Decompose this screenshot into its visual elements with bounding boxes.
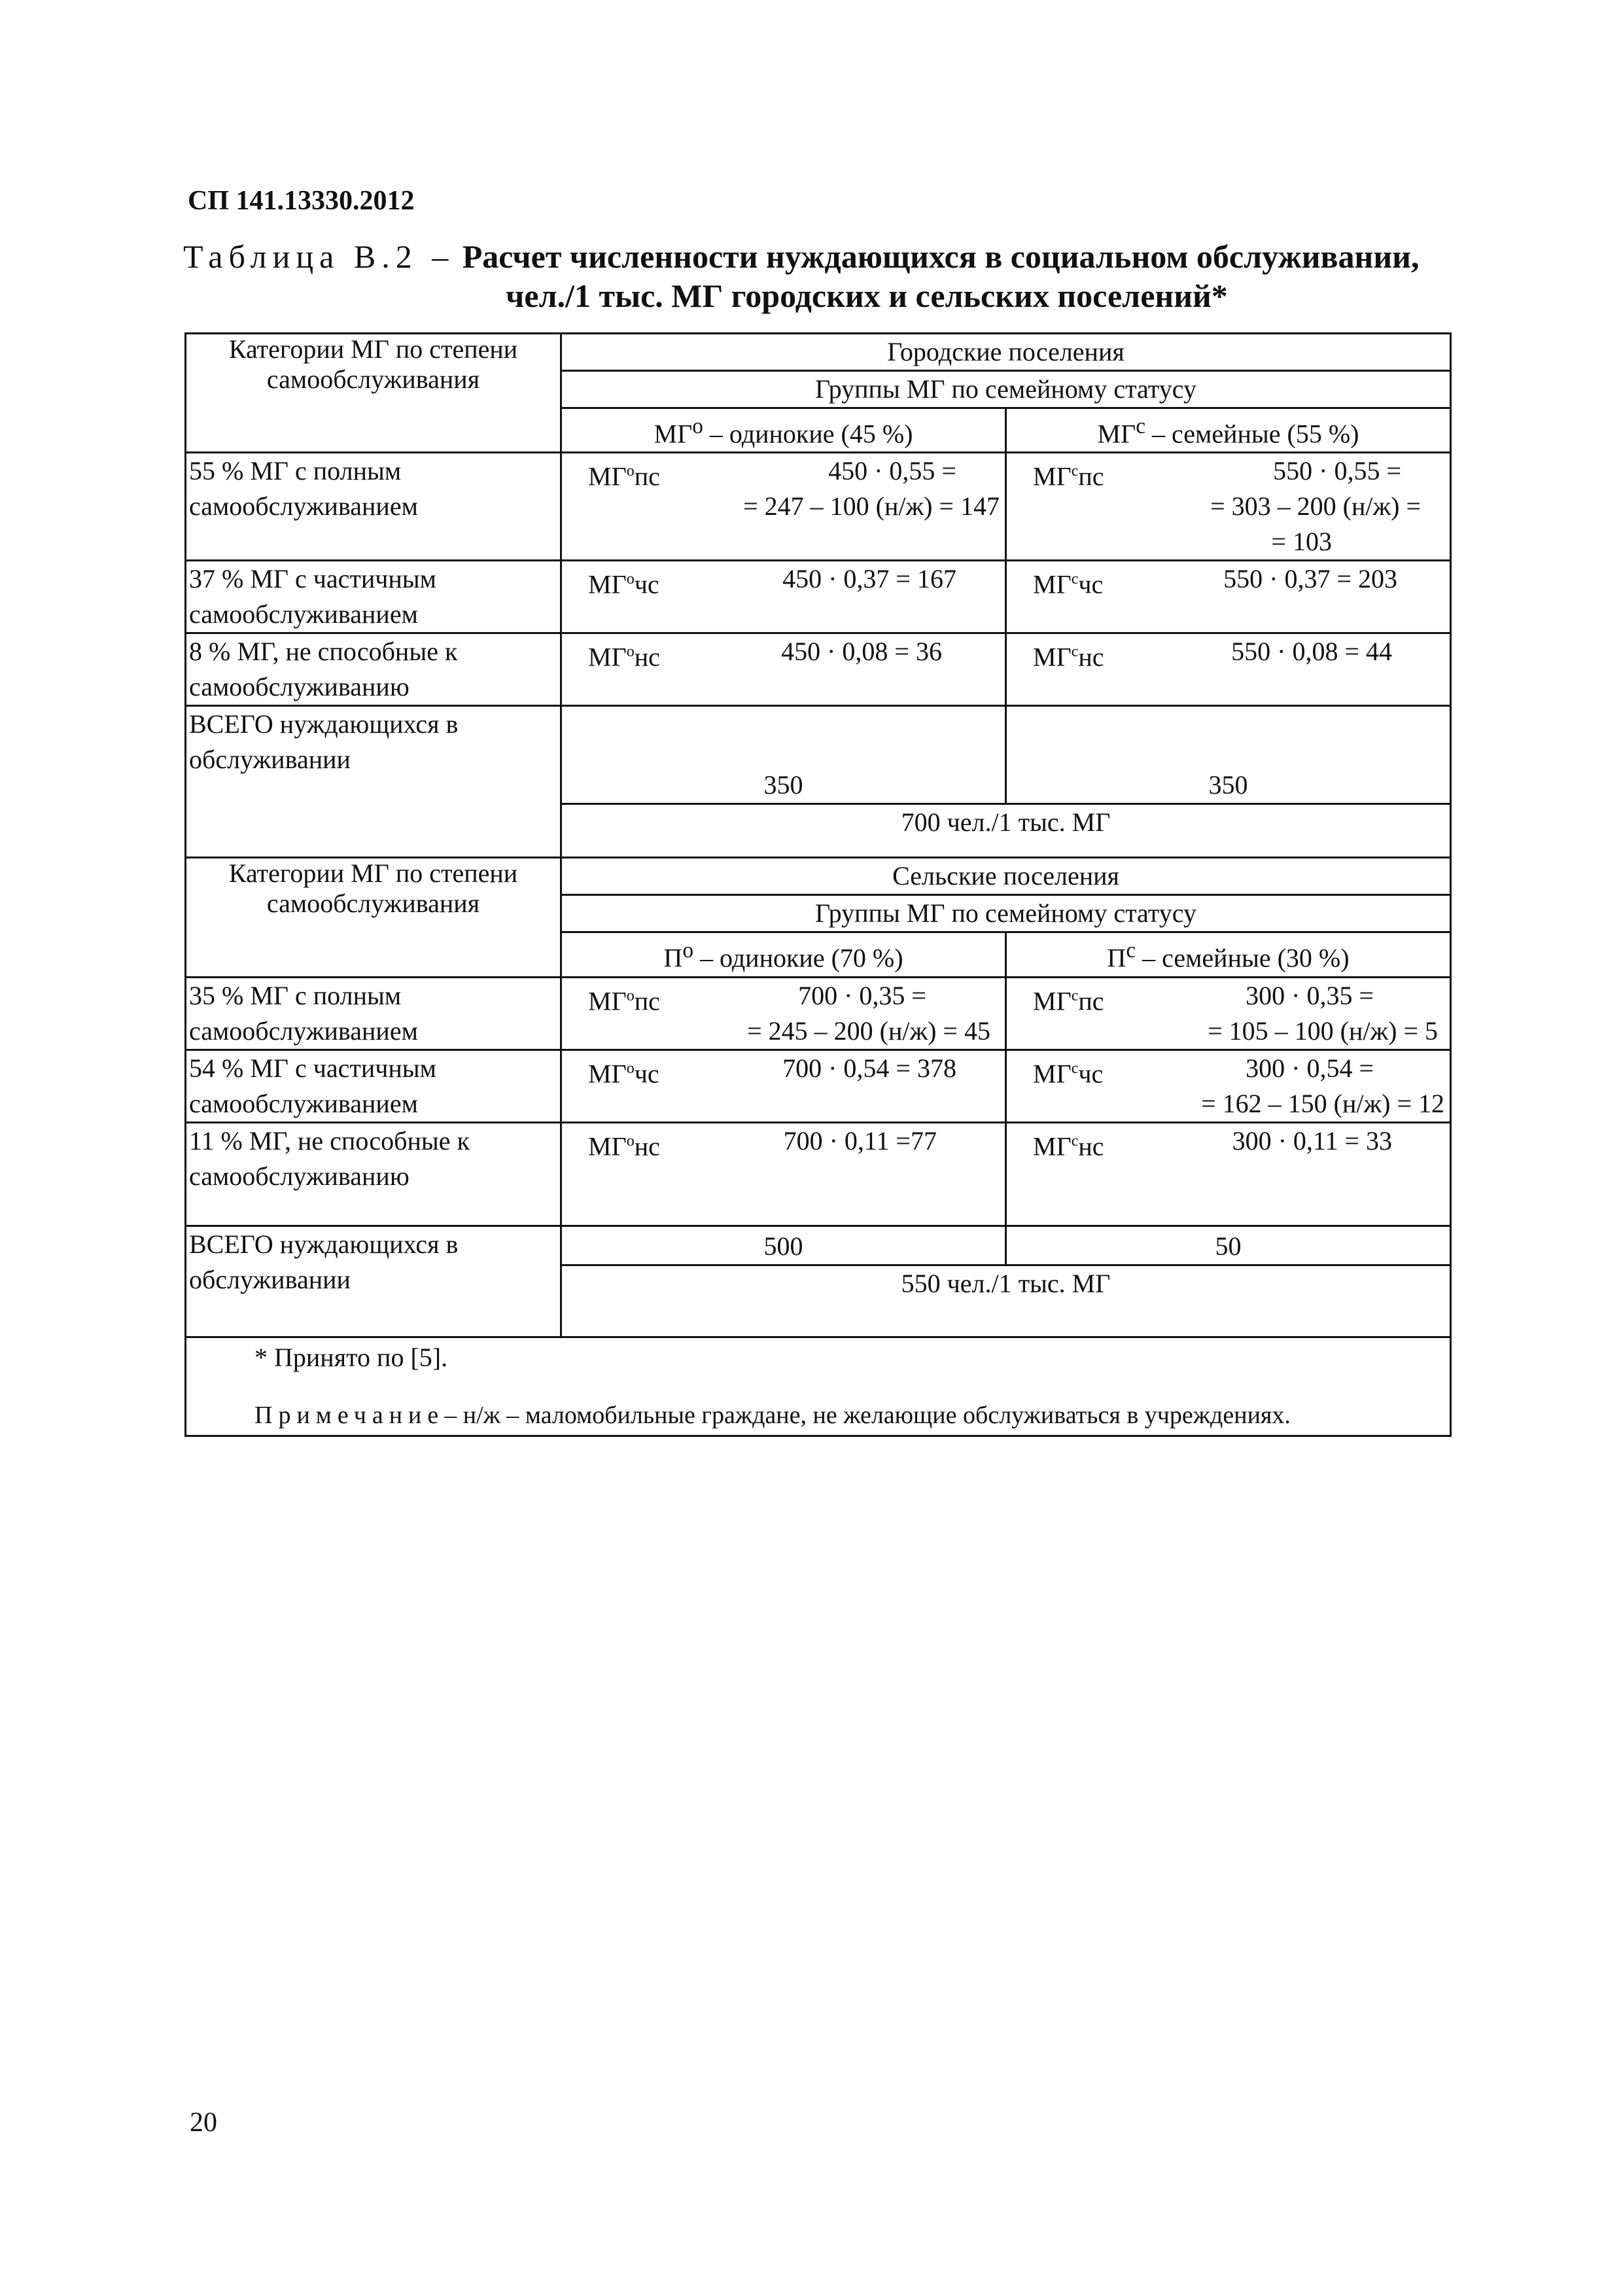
group-symbol: $МГ^онс$ [588,1131,660,1161]
group-symbol: $МГ^опс$ [588,461,660,491]
row-label: 55 % МГ с полным самообслуживанием [186,453,561,561]
page-number: 20 [190,2108,217,2138]
rural-header-row [186,858,1451,895]
row-label: 54 % МГ с частичным самообслуживанием [186,1050,561,1122]
rural-category-header: Категории МГ по степени самообслуживания [186,858,561,977]
row-label: 8 % МГ, не способные к самообслуживанию [186,633,561,706]
table-row [186,1122,1451,1226]
group-symbol: $МГ^снс$ [1033,642,1104,672]
urban-col1-header: $МГ^о$ – одинокие (45 %) [561,408,1006,453]
rural-col2-header: $П^с$ – семейные (30 %) [1006,932,1451,977]
group-symbol: $МГ^спс$ [1033,985,1104,1016]
urban-col2-header: $МГ^с$ – семейные (55 %) [1006,408,1451,453]
note-text: – н/ж – маломобильные граждане, не желающие обслуживаться в учреждениях. [444,1401,1291,1429]
formula-cell: $МГ^счс$ 300 · 0,54 = = 162 – 150 (н/ж) = 12 [1006,1050,1451,1122]
formula-cell: $МГ^очс$ 700 · 0,54 = 378 [561,1050,1006,1122]
rural-settlement-header: Сельские поселения [561,858,1451,895]
group-symbol: $МГ^очс$ [588,1058,659,1088]
footnote [189,1396,1447,1435]
group-symbol: $МГ^спс$ [1033,461,1104,491]
formula-cell: $МГ^онс$ 700 · 0,11 =77 [561,1122,1006,1226]
formula-cell: $МГ^снс$ 300 · 0,11 = 33 [1006,1122,1451,1226]
group-symbol: $МГ^онс$ [588,642,660,672]
table-row [186,977,1451,1050]
group-symbol: $МГ^снс$ [1033,1131,1104,1161]
row-label: 11 % МГ, не способные к самообслуживанию [186,1122,561,1226]
urban-category-header: Категории МГ по степени самообслуживания [186,334,561,453]
row-label: 37 % МГ с частичным самообслуживанием [186,561,561,633]
formula-cell: $МГ^опс$ 700 · 0,35 = = 245 – 200 (н/ж) = 45 [561,977,1006,1050]
formula-cell: $МГ^снс$ 550 · 0,08 = 44 [1006,633,1451,706]
urban-settlement-header: Городские поселения [561,334,1451,371]
rural-total-row [186,1226,1451,1265]
table-row [186,1050,1451,1122]
total-value: 350 [561,706,1006,804]
notes-row [186,1337,1451,1436]
formula-cell: $МГ^счс$ 550 · 0,37 = 203 [1006,561,1451,633]
document-code: СП 141.13330.2012 [188,186,415,216]
formula-cell: $МГ^спс$ 300 · 0,35 = = 105 – 100 (н/ж) = 5 [1006,977,1451,1050]
table-caption [183,237,1459,315]
formula-cell: $МГ^опс$ 450 · 0,55 = = 247 – 100 (н/ж) = 147 [561,453,1006,561]
group-symbol: $МГ^счс$ [1033,569,1104,599]
total-sum: 550 чел./1 тыс. МГ [561,1265,1451,1337]
notes-cell [186,1337,1451,1436]
note-label: Примечание [254,1401,445,1429]
total-value: 50 [1006,1226,1451,1265]
urban-header-row [186,334,1451,371]
urban-total-row [186,706,1451,804]
rural-groups-header: Группы МГ по семейному статусу [561,895,1451,932]
total-label: ВСЕГО нуждающихся в обслуживании [186,706,561,858]
group-symbol: $МГ^счс$ [1033,1058,1104,1088]
source-note: * Принято по [5]. [254,1342,448,1372]
table-title-line2: чел./1 тыс. МГ городских и сельских поселений* [506,277,1228,314]
total-value: 350 [1006,706,1451,804]
formula-cell: $МГ^спс$ 550 · 0,55 = = 303 – 200 (н/ж) = = 103 [1006,453,1451,561]
formula-cell: $МГ^очс$ 450 · 0,37 = 167 [561,561,1006,633]
formula-cell: $МГ^онс$ 450 · 0,08 = 36 [561,633,1006,706]
urban-groups-header: Группы МГ по семейному статусу [561,371,1451,408]
row-label: 35 % МГ с полным самообслуживанием [186,977,561,1050]
total-sum: 700 чел./1 тыс. МГ [561,804,1451,858]
total-label: ВСЕГО нуждающихся в обслуживании [186,1226,561,1337]
calculation-table [184,332,1452,1437]
table-label: Таблица В.2 – [183,238,455,275]
group-symbol: $МГ^опс$ [588,985,660,1016]
table-title-line1: Расчет численности нуждающихся в социальном обслуживании, [462,238,1420,275]
group-symbol: $МГ^очс$ [588,569,659,599]
total-value: 500 [561,1226,1006,1265]
table-row [186,561,1451,633]
table-row [186,633,1451,706]
table-row [186,453,1451,561]
rural-col1-header: $П^о$ – одинокие (70 %) [561,932,1006,977]
